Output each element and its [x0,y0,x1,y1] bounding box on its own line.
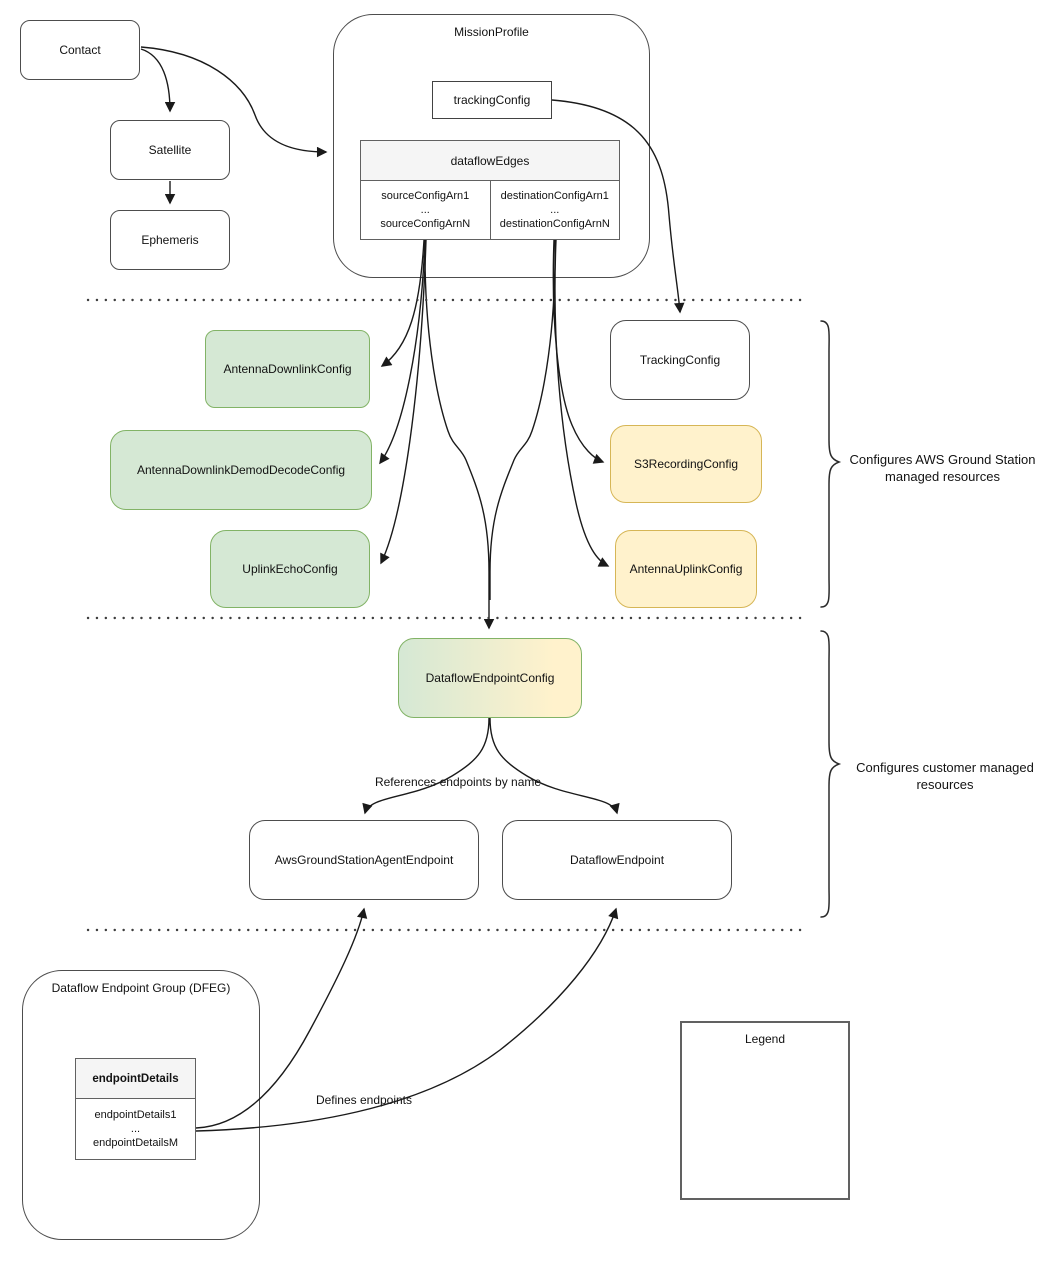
source-arn-ellipsis: ... [420,203,430,216]
edge-source-to-uplink-echo [381,240,426,563]
edge-destination-to-antenna-uplink [555,240,608,566]
cell-destination-config-arns [490,181,620,239]
endpoint-details-ellipsis: ... [130,1122,141,1135]
destination-arn-1: destinationConfigArn1 [500,189,609,202]
field-tracking-config [432,81,552,119]
field-tracking-config-label: trackingConfig [453,92,531,107]
annotation-defines-endpoints [302,1093,426,1109]
node-contact-label: Contact [59,42,101,57]
node-antenna-downlink-config-label: AntennaDownlinkConfig [223,361,352,376]
node-satellite [110,120,230,180]
destination-arn-n: destinationConfigArnN [499,218,610,231]
node-antenna-downlink-demod-decode-config-label: AntennaDownlinkDemodDecodeConfig [136,462,346,477]
edge-source-to-dataflow-endpoint-config [425,240,489,628]
endpoint-details-m: endpointDetailsM [93,1137,178,1150]
node-dataflow-endpoint-config-label: DataflowEndpointConfig [425,670,555,685]
annotation-defines-endpoints-label: Defines endpoints [315,1093,413,1107]
node-satellite-label: Satellite [148,142,192,157]
source-arn-n: sourceConfigArnN [380,218,471,231]
node-antenna-downlink-config [205,330,370,408]
table-endpoint-details-header-label: endpointDetails [92,1072,179,1085]
node-antenna-uplink-config-label: AntennaUplinkConfig [629,561,743,576]
annotation-customer-line2: resources [916,776,974,792]
brace-customer-resources [821,631,839,917]
node-antenna-uplink-config [615,530,757,608]
node-dataflow-endpoint [502,820,732,900]
annotation-references-endpoints-label: References endpoints by name [374,775,542,789]
table-endpoint-details [75,1058,196,1160]
edge-destination-to-dataflow-endpoint-config [490,240,555,600]
edge-dfec-to-dataflow-endpoint [490,718,617,813]
node-antenna-downlink-demod-decode-config [110,430,372,510]
node-contact [20,20,140,80]
edge-contact-satellite [141,49,170,111]
node-tracking-config-label: TrackingConfig [639,352,721,367]
node-aws-ground-station-agent-endpoint-label: AwsGroundStationAgentEndpoint [274,852,454,867]
table-endpoint-details-header [76,1059,195,1099]
edge-dfec-to-agent-endpoint [365,718,489,813]
brace-managed-resources [821,321,839,607]
node-dataflow-endpoint-config [398,638,582,718]
source-arn-1: sourceConfigArn1 [381,189,470,202]
node-tracking-config [610,320,750,400]
annotation-managed-line1: Configures AWS Ground Station [849,452,1036,467]
annotation-managed-resources [845,452,1040,486]
cell-endpoint-details [76,1099,195,1159]
node-s3-recording-config-label: S3RecordingConfig [633,456,739,471]
annotation-customer-resources [850,760,1040,794]
endpoint-details-1: endpointDetails1 [94,1108,177,1121]
node-uplink-echo-config [210,530,370,608]
node-dataflow-endpoint-label: DataflowEndpoint [569,852,665,867]
node-mission-profile-title: MissionProfile [454,25,529,39]
table-dataflow-edges [360,140,620,240]
legend [680,1021,850,1200]
destination-arn-ellipsis: ... [550,203,560,216]
annotation-managed-line2: managed resources [885,468,1000,484]
table-dataflow-edges-header-label: dataflowEdges [450,153,530,168]
legend-title: Legend [744,1032,786,1046]
node-ephemeris [110,210,230,270]
annotation-customer-line1: Configures customer managed [856,760,1034,775]
cell-source-config-arns [361,181,490,239]
node-uplink-echo-config-label: UplinkEchoConfig [242,561,338,576]
annotation-references-endpoints [358,775,558,791]
node-dfeg-title: Dataflow Endpoint Group (DFEG) [51,981,231,995]
table-dataflow-edges-header [361,141,619,181]
node-s3-recording-config [610,425,762,503]
node-aws-ground-station-agent-endpoint [249,820,479,900]
node-ephemeris-label: Ephemeris [141,232,199,247]
